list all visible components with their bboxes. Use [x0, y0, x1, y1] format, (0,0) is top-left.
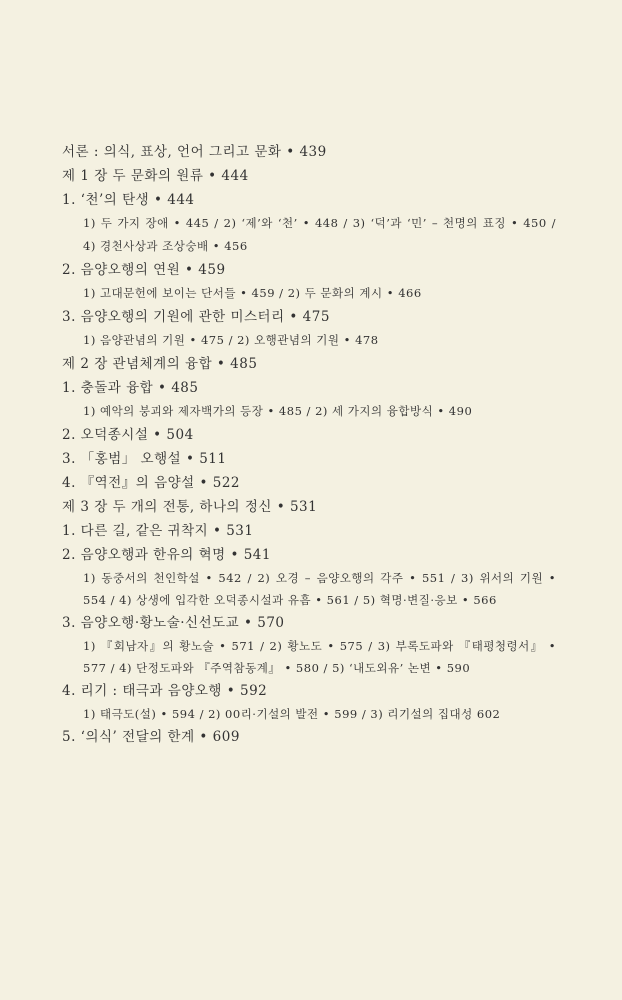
- toc-chapter-1: 제 1 장 두 문화의 원류 • 444: [62, 168, 249, 184]
- toc-subsections-3-4: 1) 태극도(설) • 594 / 2) 00리·기설의 발전 • 599 / 3) 리기설의 집대성 602: [83, 707, 501, 721]
- toc-section-2-2: 2. 오덕종시설 • 504: [62, 427, 194, 443]
- toc-section-1-2: 2. 음양오행의 연원 • 459: [62, 262, 226, 278]
- toc-subsections-1-2: 1) 고대문헌에 보이는 단서들 • 459 / 2) 두 문화의 계시 • 466: [83, 286, 422, 300]
- toc-subsections-1-1: 1) 두 가지 장애 • 445 / 2) ‘제’와 ‘천’ • 448 / 3) ‘덕’과 ‘민’ – 천명의 표징 • 450 / 4) 경천사상과 조상숭배 • 456: [83, 216, 556, 253]
- toc-section-2-1: 1. 충돌과 융합 • 485: [62, 380, 199, 396]
- toc-section-3-1: 1. 다른 길, 같은 귀착지 • 531: [62, 523, 254, 539]
- toc-chapter-3: 제 3 장 두 개의 전통, 하나의 정신 • 531: [62, 499, 318, 515]
- toc-subsections-2-1: 1) 예악의 붕괴와 제자백가의 등장 • 485 / 2) 세 가지의 융합방식 • 490: [83, 404, 473, 418]
- toc-section-3-3: 3. 음양오행·황노술·신선도교 • 570: [62, 615, 285, 631]
- toc-section-3-5: 5. ‘의식’ 전달의 한계 • 609: [62, 729, 240, 745]
- table-of-contents: [62, 140, 556, 749]
- toc-subsections-3-2: 1) 동중서의 천인학설 • 542 / 2) 오경 – 음양오행의 각주 • 551 / 3) 위서의 기원 • 554 / 4) 상생에 입각한 오덕종시설과 유흠 • 561 / 5) 혁명·변질·응보 • 566: [83, 571, 556, 607]
- toc-section-2-3: 3. 「홍범」 오행설 • 511: [62, 451, 227, 467]
- toc-section-3-4: 4. 리기 : 태극과 음양오행 • 592: [62, 683, 268, 699]
- toc-section-2-4: 4. 『역전』의 음양설 • 522: [62, 475, 241, 491]
- toc-subsections-3-3: 1) 『회남자』의 황노술 • 571 / 2) 황노도 • 575 / 3) 부록도파와 『태평청령서』 • 577 / 4) 단정도파와 『주역참동계』 • 580 / 5) ‘내도외유’ 논변 • 590: [83, 639, 556, 675]
- toc-chapter-2: 제 2 장 관념체계의 융합 • 485: [62, 356, 258, 372]
- toc-section-3-2: 2. 음양오행과 한유의 혁명 • 541: [62, 547, 271, 563]
- toc-section-1-1: 1. ‘천’의 탄생 • 444: [62, 192, 195, 208]
- toc-intro: 서론 : 의식, 표상, 언어 그리고 문화 • 439: [62, 144, 327, 160]
- toc-subsections-1-3: 1) 음양관념의 기원 • 475 / 2) 오행관념의 기원 • 478: [83, 333, 379, 347]
- toc-section-1-3: 3. 음양오행의 기원에 관한 미스터리 • 475: [62, 309, 330, 325]
